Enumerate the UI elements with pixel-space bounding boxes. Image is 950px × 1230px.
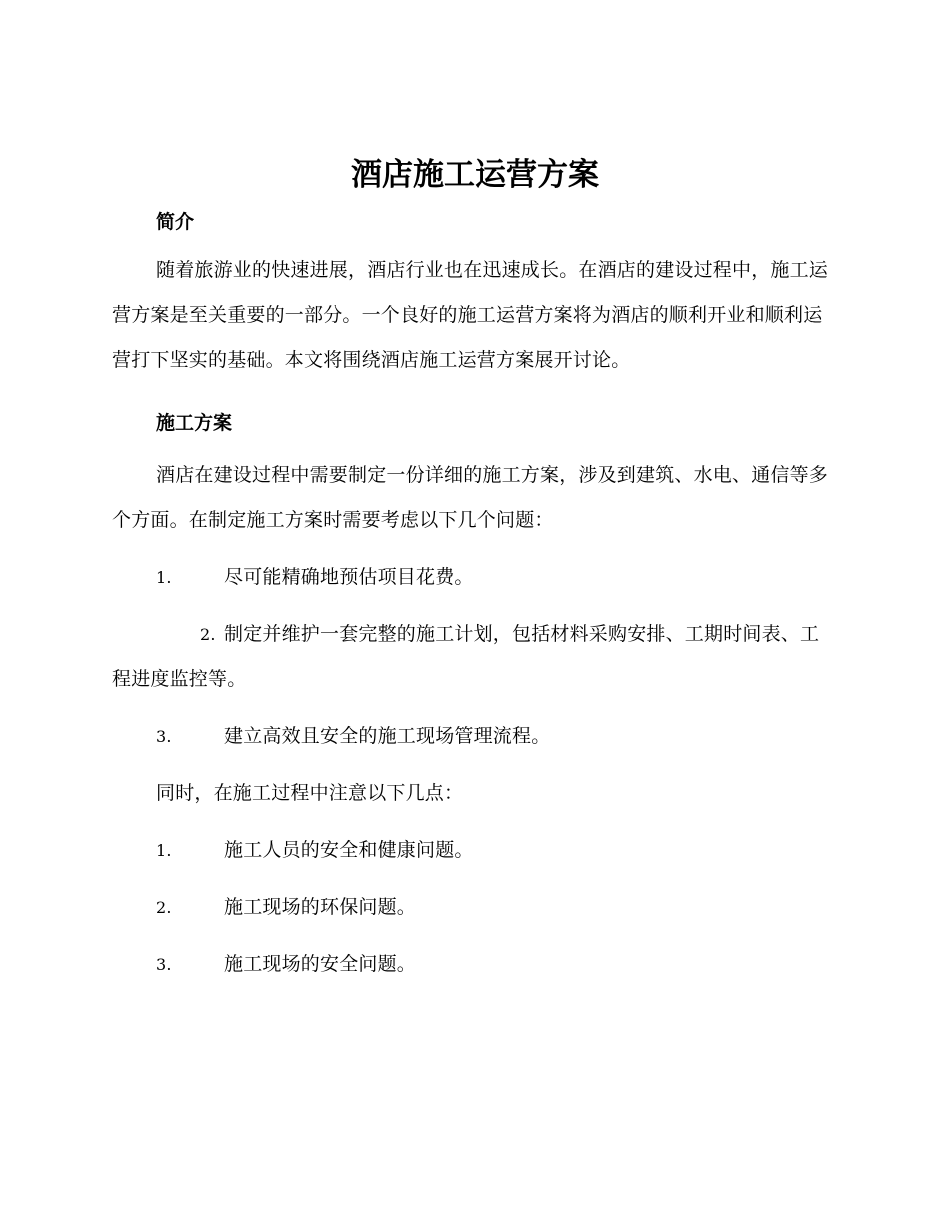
- list-item-number: 1.: [156, 841, 172, 860]
- list-item: [112, 885, 838, 930]
- list-item: [112, 714, 838, 759]
- list-item-text: 尽可能精确地预估项目花费。: [224, 566, 474, 588]
- list-item-number: 2.: [156, 898, 172, 917]
- list-item-number: 3.: [156, 955, 172, 974]
- list-item-number: 3.: [156, 727, 172, 746]
- list-item: [112, 555, 838, 600]
- list-item-number: 2.: [200, 625, 216, 644]
- list-item-text: 建立高效且安全的施工现场管理流程。: [224, 725, 551, 747]
- list-item-text: 施工人员的安全和健康问题。: [224, 839, 474, 861]
- document-title: 酒店施工运营方案: [351, 157, 599, 193]
- document-body: [112, 148, 838, 987]
- list-item-text: 制定并维护一套完整的施工计划，包括材料采购安排、工期时间表、工程进度监控等。: [112, 623, 820, 690]
- list-item: [112, 828, 838, 873]
- section-heading-intro: 简介: [156, 211, 195, 233]
- list-item-text: 施工现场的环保问题。: [224, 896, 417, 918]
- section-heading-construction: 施工方案: [156, 412, 233, 434]
- attention-points-list: [112, 828, 838, 987]
- list-item-text: 施工现场的安全问题。: [224, 953, 417, 975]
- list-item: [112, 942, 838, 987]
- construction-paragraph: 酒店在建设过程中需要制定一份详细的施工方案，涉及到建筑、水电、通信等多个方面。在制定施工方案时需要考虑以下几个问题：: [112, 464, 829, 531]
- meanwhile-paragraph: 同时，在施工过程中注意以下几点：: [156, 782, 464, 804]
- intro-paragraph: 随着旅游业的快速进展，酒店行业也在迅速成长。在酒店的建设过程中，施工运营方案是至关重要的一部分。一个良好的施工运营方案将为酒店的顺利开业和顺利运营打下坚实的基础。本文将围绕酒店施工运营方案展开讨论。: [112, 259, 829, 371]
- list-item: [112, 612, 838, 702]
- considerations-list: [112, 555, 838, 759]
- list-item-number: 1.: [156, 568, 172, 587]
